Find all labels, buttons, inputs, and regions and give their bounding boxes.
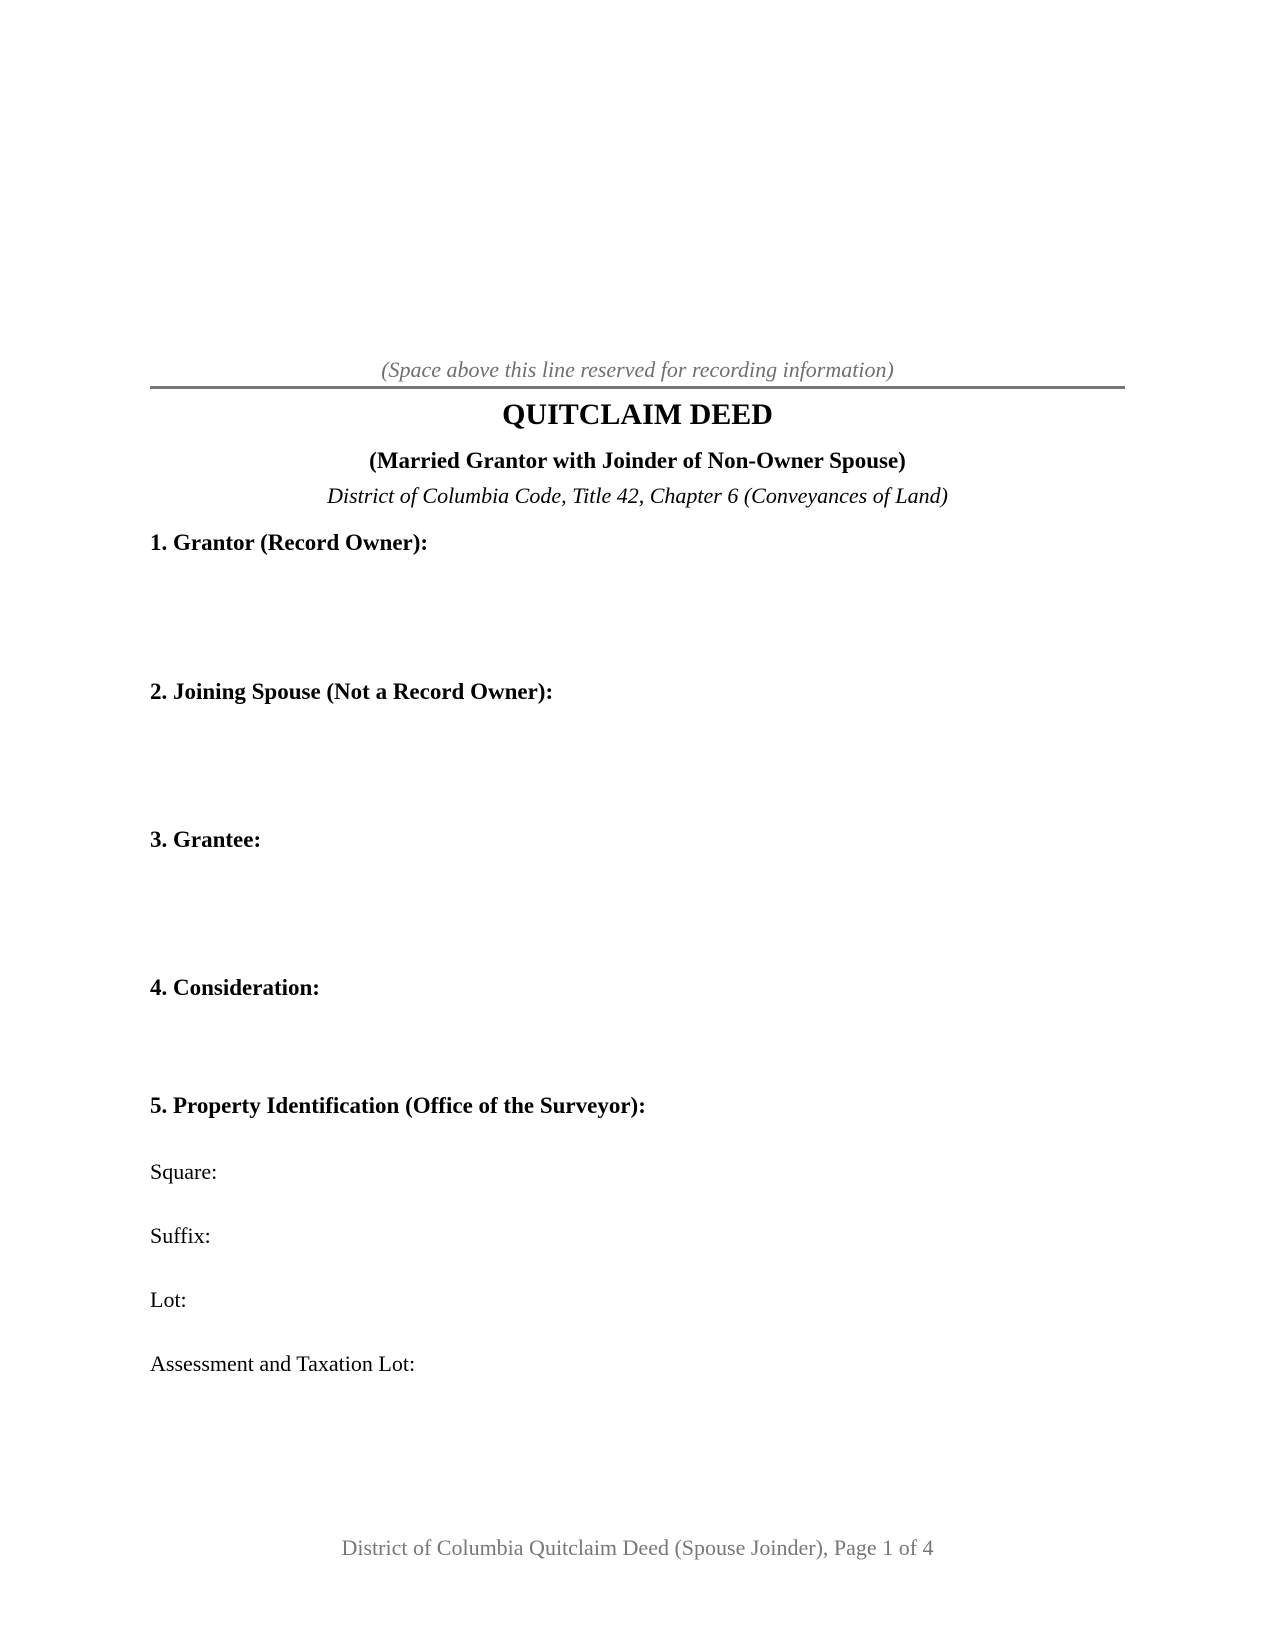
section-joining-spouse-heading: 2. Joining Spouse (Not a Record Owner):	[150, 679, 554, 704]
suffix-field-label: Suffix:	[150, 1223, 211, 1248]
recording-space-note: (Space above this line reserved for recording information)	[381, 357, 894, 382]
section-consideration-heading: 4. Consideration:	[150, 975, 320, 1000]
recording-divider	[150, 386, 1125, 389]
section-property-identification-heading: 5. Property Identification (Office of the Surveyor):	[150, 1093, 646, 1118]
document-subtitle: (Married Grantor with Joinder of Non-Owner Spouse)	[369, 448, 906, 473]
section-grantee-heading: 3. Grantee:	[150, 827, 262, 852]
assessment-taxation-lot-field-label: Assessment and Taxation Lot:	[150, 1351, 416, 1376]
section-grantor-heading: 1. Grantor (Record Owner):	[150, 530, 429, 555]
document-title: QUITCLAIM DEED	[502, 398, 773, 431]
lot-field-label: Lot:	[150, 1287, 187, 1312]
statute-reference: District of Columbia Code, Title 42, Chapter 6 (Conveyances of Land)	[327, 483, 948, 508]
page-footer: District of Columbia Quitclaim Deed (Spouse Joinder), Page 1 of 4	[341, 1535, 934, 1560]
square-field-label: Square:	[150, 1159, 218, 1184]
